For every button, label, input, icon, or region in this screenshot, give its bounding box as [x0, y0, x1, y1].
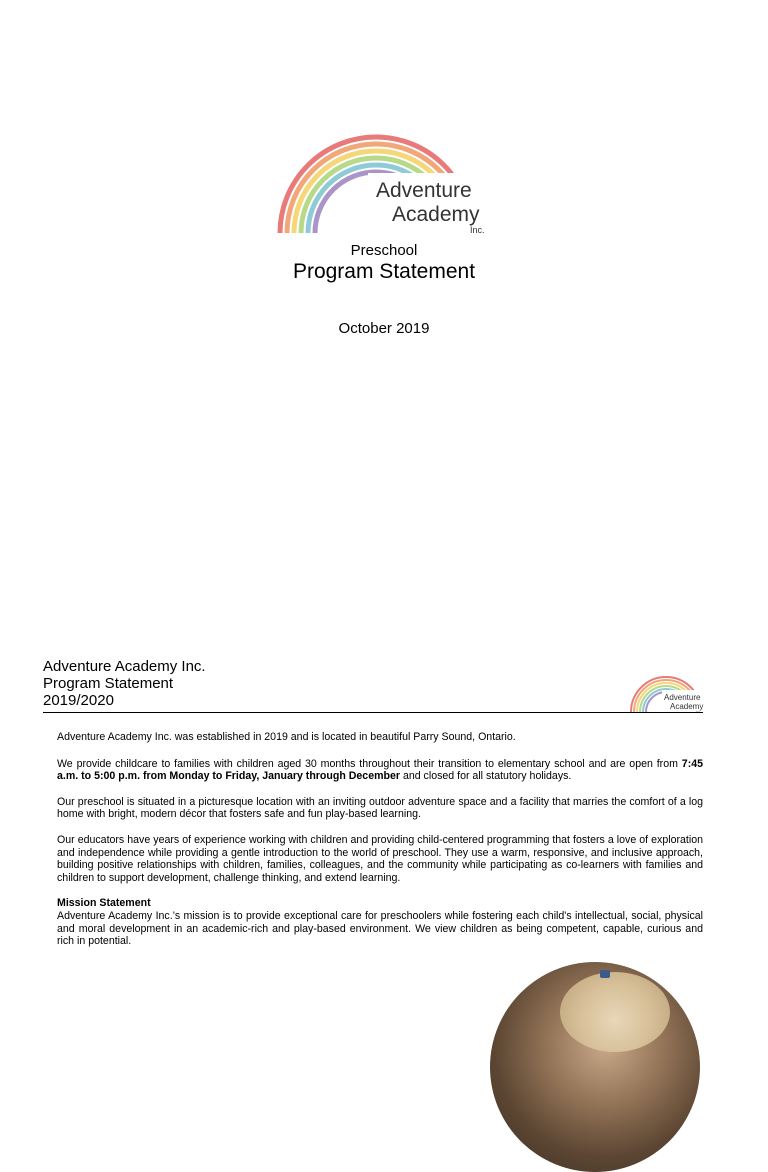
child-photo — [490, 962, 700, 1172]
paragraph-educators: Our educators have years of experience working with children and providing child-centered programming that fosters a love of exploration and independence while providing a gentle introduction to the world of preschool. They use a warm, responsive, and inclusive approach, building positive relationships with children, families, colleagues, and the community while participating as co-learners with families and children to support development, challenge thinking, and extend learning. — [57, 833, 703, 884]
small-logo-line2: Academy — [670, 702, 704, 711]
cover-date: October 2019 — [338, 320, 430, 337]
header-logo — [628, 668, 704, 714]
paragraph-hours — [57, 758, 703, 783]
photo-hair — [560, 972, 670, 1052]
paragraph-location: Our preschool is situated in a picturesque location with an inviting outdoor adventure space and a facility that marries the comfort of a log home with bright, modern décor that fosters safe and fun play-based learning. — [57, 795, 703, 821]
rainbow-logo — [272, 105, 496, 245]
document-body — [57, 731, 703, 961]
header-divider — [43, 712, 703, 713]
cover-title: Program Statement — [292, 260, 476, 283]
photo-hair-clip — [600, 970, 610, 978]
logo-text-line2: Academy — [392, 203, 480, 226]
cover-subtitle: Preschool — [350, 242, 418, 259]
rainbow-logo-small — [628, 668, 704, 714]
hours-text-end: and closed for all statutory holidays. — [400, 770, 572, 783]
mission-text: Adventure Academy Inc.’s mission is to provide exceptional care for preschoolers while fostering each child's intellectual, social, physical and moral development in an academic-rich and play-based environment. We view children as being competent, capable, curious and rich in potential. — [57, 909, 703, 948]
hours-text-start: We provide childcare to families with children aged 30 months throughout their transition to elementary school and are open from — [57, 757, 682, 770]
paragraph-mission — [57, 897, 703, 947]
header-doc-title: Program Statement — [43, 675, 174, 692]
logo-text-line1: Adventure — [376, 179, 472, 202]
header-org-name: Adventure Academy Inc. — [43, 658, 206, 675]
paragraph-established: Adventure Academy Inc. was established in 2019 and is located in beautiful Parry Sound, Ontario. — [57, 731, 516, 743]
mission-heading: Mission Statement — [57, 897, 151, 910]
hours-text-bold: 7:45 a.m. to 5:00 p.m. from Monday to Friday, January through December — [57, 757, 703, 783]
page-header — [43, 658, 206, 709]
logo-text-line3: Inc. — [470, 225, 485, 235]
small-logo-line1: Adventure — [664, 693, 701, 702]
header-year: 2019/2020 — [43, 692, 114, 709]
cover-logo — [272, 105, 496, 245]
